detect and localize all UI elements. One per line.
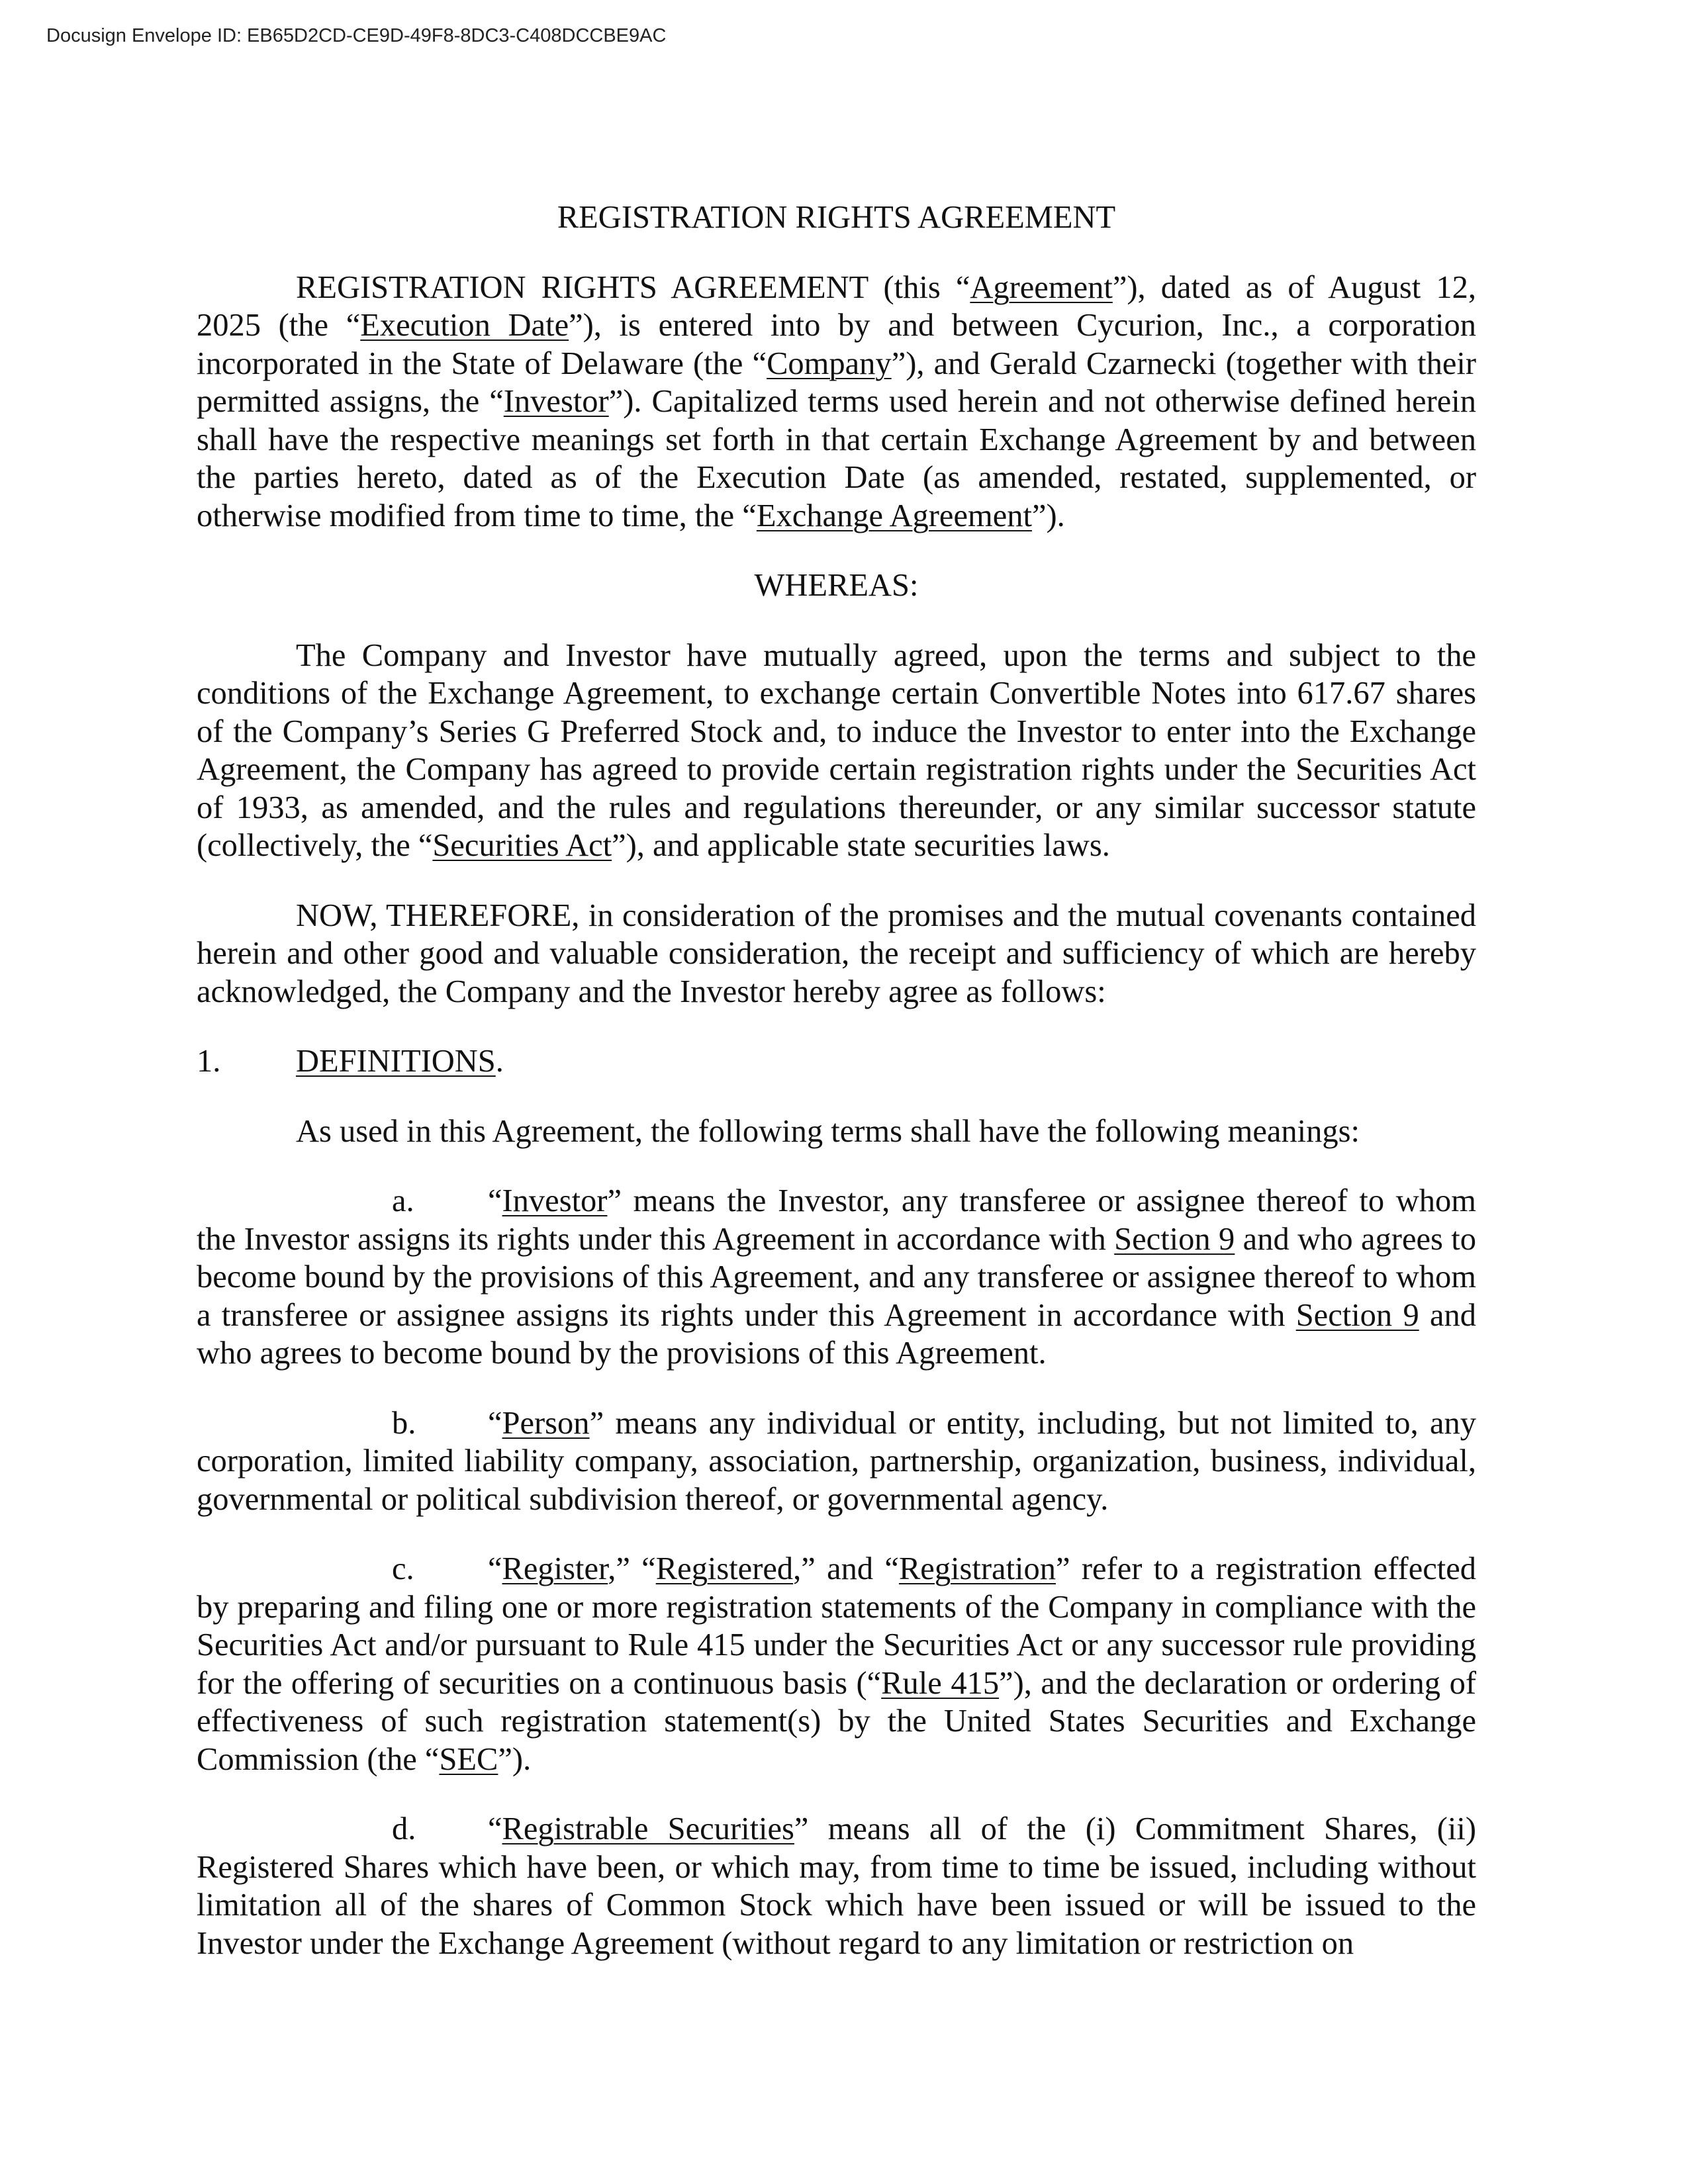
section-reference: Section 9 bbox=[1114, 1221, 1235, 1257]
defined-term-person: Person bbox=[502, 1405, 590, 1441]
definition-a: a. “Investor” means the Investor, any transferee or assignee thereof to whom the Investor assigns its rights under this Agreement in accordance with Section 9 and who agrees to become bound by the provisions of this Agreement, and any transferee or assignee thereof to whom a transferee or assignee assigns its rights under this Agreement in accordance with Section 9 and who agrees to become bound by the provisions of this Agreement. bbox=[197, 1183, 1477, 1371]
defined-term-register: Register bbox=[502, 1551, 608, 1586]
defined-term-registration: Registration bbox=[898, 1551, 1056, 1586]
section-number: 1. bbox=[197, 1044, 221, 1079]
definitions-lead: As used in this Agreement, the following terms shall have the following meanings: bbox=[296, 1113, 1360, 1149]
section-title: DEFINITIONS bbox=[296, 1044, 496, 1079]
defined-term-exchange-agreement: Exchange Agreement bbox=[756, 498, 1032, 533]
defined-term-company: Company bbox=[767, 345, 892, 381]
definition-d: d. “Registrable Securities” means all of the (i) Commitment Shares, (ii) Registered Shares which have been, or which may, from time to time be issued, including without limitation all of the shares of Common Stock which have been issued or will be issued to the Investor under the Exchange Agreement (without regard to any limitation or restriction on bbox=[197, 1811, 1476, 1961]
defined-term-investor: Investor bbox=[503, 384, 609, 419]
document-title: REGISTRATION RIGHTS AGREEMENT bbox=[557, 200, 1116, 235]
whereas-heading: WHEREAS: bbox=[754, 568, 919, 603]
defined-term-registered: Registered bbox=[655, 1551, 794, 1586]
document-body bbox=[197, 199, 1476, 1962]
section-1-heading: 1. DEFINITIONS. bbox=[197, 1042, 1476, 1081]
definition-label: b. bbox=[392, 1405, 416, 1441]
defined-term-execution-date: Execution Date bbox=[360, 308, 569, 343]
definition-c: c. “Register,” “Registered,” and “Registration” refer to a registration effected by preparing and filing one or more registration statements of the Company in compliance with the Securities Act and/or pursuant to Rule 415 under the Securities Act or any successor rule providing for the offering of securities on a continuous basis (“Rule 415”), and the declaration or ordering of effectiveness of such registration statement(s) by the United States Securities and Exchange Commission (the “SEC”). bbox=[197, 1551, 1476, 1777]
defined-term-registrable-securities: Registrable Securities bbox=[502, 1811, 794, 1846]
defined-term-investor-def: Investor bbox=[502, 1183, 608, 1218]
defined-term-agreement: Agreement bbox=[970, 269, 1113, 305]
envelope-id: Docusign Envelope ID: EB65D2CD-CE9D-49F8-8DC3-C408DCCBE9AC bbox=[46, 25, 667, 46]
defined-term-sec: SEC bbox=[439, 1741, 498, 1777]
whereas-paragraph: The Company and Investor have mutually agreed, upon the terms and subject to the conditions of the Exchange Agreement, to exchange certain Convertible Notes into 617.67 shares of the Company’s Series G Preferred Stock and, to induce the Investor to enter into the Exchange Agreement, the Company has agreed to provide certain registration rights under the Securities Act of 1933, as amended, and the rules and regulations thereunder, or any similar successor statute (collectively, the “Securities Act”), and applicable state securities laws. bbox=[197, 637, 1476, 863]
defined-term-securities-act: Securities Act bbox=[432, 828, 612, 863]
intro-paragraph: REGISTRATION RIGHTS AGREEMENT (this “Agreement”), dated as of August 12, 2025 (the “Execution Date”), is entered into by and between Cycurion, Inc., a corporation incorporated in the State of Delaware (the “Company”), and Gerald Czarnecki (together with their permitted assigns, the “Investor”). Capitalized terms used herein and not otherwise defined herein shall have the respective meanings set forth in that certain Exchange Agreement by and between the parties hereto, dated as of the Execution Date (as amended, restated, supplemented, or otherwise modified from time to time, the “Exchange Agreement”). bbox=[197, 269, 1476, 533]
definition-label: c. bbox=[392, 1551, 414, 1586]
now-therefore-paragraph: NOW, THEREFORE, in consideration of the promises and the mutual covenants contained herein and other good and valuable consideration, the receipt and sufficiency of which are hereby acknowledged, the Company and the Investor hereby agree as follows: bbox=[197, 897, 1476, 1009]
definition-label: d. bbox=[392, 1811, 416, 1846]
section-reference: Section 9 bbox=[1295, 1297, 1419, 1333]
defined-term-rule-415: Rule 415 bbox=[881, 1665, 1000, 1701]
definition-b: b. “Person” means any individual or entity, including, but not limited to, any corporation, limited liability company, association, partnership, organization, business, individual, governmental or political subdivision thereof, or governmental agency. bbox=[197, 1405, 1476, 1517]
definition-label: a. bbox=[392, 1183, 414, 1218]
